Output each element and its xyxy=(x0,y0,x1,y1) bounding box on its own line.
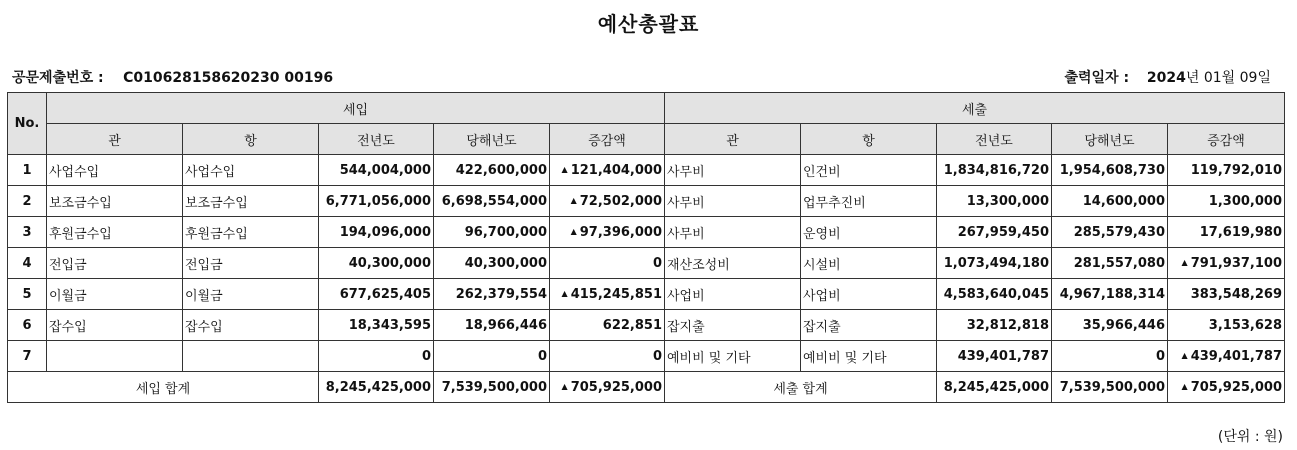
expense-prev-year: 13,300,000 xyxy=(937,186,1052,217)
expense-curr-year: 14,600,000 xyxy=(1052,186,1168,217)
income-gwan: 보조금수입 xyxy=(47,186,183,217)
income-prev-year: 0 xyxy=(319,341,434,372)
income-change: ▲ 97,396,000 xyxy=(550,217,665,248)
row-number: 4 xyxy=(8,248,47,279)
expense-gwan: 사무비 xyxy=(665,186,801,217)
decrease-marker-icon: ▲ xyxy=(1181,381,1188,391)
expense-change: 17,619,980 xyxy=(1168,217,1285,248)
print-date xyxy=(1064,67,1271,87)
print-date-label: 출력일자 : xyxy=(1064,70,1130,86)
income-prev-year: 677,625,405 xyxy=(319,279,434,310)
income-gwan: 전입금 xyxy=(47,248,183,279)
income-change: 0 xyxy=(550,341,665,372)
expense-curr-year: 4,967,188,314 xyxy=(1052,279,1168,310)
income-total-change: ▲ 705,925,000 xyxy=(550,372,665,403)
expense-hang: 운영비 xyxy=(801,217,937,248)
expense-hang: 사업비 xyxy=(801,279,937,310)
income-prev-year: 18,343,595 xyxy=(319,310,434,341)
expense-change: ▲ 439,401,787 xyxy=(1168,341,1285,372)
expense-gwan: 예비비 및 기타 xyxy=(665,341,801,372)
expense-gwan: 재산조성비 xyxy=(665,248,801,279)
document-number xyxy=(12,67,333,87)
table-row xyxy=(8,217,1285,248)
income-hang: 잡수입 xyxy=(183,310,319,341)
income-total-label: 세입 합계 xyxy=(8,372,319,403)
expense-prev-year: 4,583,640,045 xyxy=(937,279,1052,310)
income-change: 0 xyxy=(550,248,665,279)
expense-prev-year: 267,959,450 xyxy=(937,217,1052,248)
expense-hang: 예비비 및 기타 xyxy=(801,341,937,372)
income-hang: 보조금수입 xyxy=(183,186,319,217)
row-number: 6 xyxy=(8,310,47,341)
expense-total-curr: 7,539,500,000 xyxy=(1052,372,1168,403)
header-expense-change: 증감액 xyxy=(1168,124,1285,155)
income-hang: 사업수입 xyxy=(183,155,319,186)
table-row xyxy=(8,248,1285,279)
expense-gwan: 잡지출 xyxy=(665,310,801,341)
expense-prev-year: 1,073,494,180 xyxy=(937,248,1052,279)
row-number: 1 xyxy=(8,155,47,186)
income-curr-year: 422,600,000 xyxy=(434,155,550,186)
print-day: 09 xyxy=(1239,70,1258,86)
income-prev-year: 40,300,000 xyxy=(319,248,434,279)
expense-curr-year: 281,557,080 xyxy=(1052,248,1168,279)
expense-change: 383,548,269 xyxy=(1168,279,1285,310)
income-change: 622,851 xyxy=(550,310,665,341)
income-gwan: 이월금 xyxy=(47,279,183,310)
print-day-unit: 일 xyxy=(1257,70,1271,86)
income-curr-year: 40,300,000 xyxy=(434,248,550,279)
header-expense-prev-year: 전년도 xyxy=(937,124,1052,155)
expense-curr-year: 35,966,446 xyxy=(1052,310,1168,341)
income-hang: 전입금 xyxy=(183,248,319,279)
decrease-marker-icon: ▲ xyxy=(561,164,568,174)
expense-curr-year: 0 xyxy=(1052,341,1168,372)
header-expense-hang: 항 xyxy=(801,124,937,155)
income-change: ▲ 121,404,000 xyxy=(550,155,665,186)
income-change: ▲ 415,245,851 xyxy=(550,279,665,310)
table-row xyxy=(8,155,1285,186)
income-curr-year: 262,379,554 xyxy=(434,279,550,310)
income-gwan xyxy=(47,341,183,372)
income-total-prev: 8,245,425,000 xyxy=(319,372,434,403)
income-curr-year: 6,698,554,000 xyxy=(434,186,550,217)
row-number: 5 xyxy=(8,279,47,310)
header-income-curr-year: 당해년도 xyxy=(434,124,550,155)
decrease-marker-icon: ▲ xyxy=(570,195,577,205)
income-prev-year: 6,771,056,000 xyxy=(319,186,434,217)
header-expense-curr-year: 당해년도 xyxy=(1052,124,1168,155)
header-income-change: 증감액 xyxy=(550,124,665,155)
expense-total-change: ▲ 705,925,000 xyxy=(1168,372,1285,403)
print-year-unit: 년 xyxy=(1185,70,1200,86)
expense-hang: 인건비 xyxy=(801,155,937,186)
row-number: 7 xyxy=(8,341,47,372)
row-number: 2 xyxy=(8,186,47,217)
print-year: 2024 xyxy=(1146,70,1186,86)
table-row xyxy=(8,341,1285,372)
expense-change: 119,792,010 xyxy=(1168,155,1285,186)
income-prev-year: 544,004,000 xyxy=(319,155,434,186)
decrease-marker-icon: ▲ xyxy=(570,226,577,236)
income-gwan: 잡수입 xyxy=(47,310,183,341)
totals-row xyxy=(8,372,1285,403)
header-income: 세입 xyxy=(47,93,665,124)
header-income-prev-year: 전년도 xyxy=(319,124,434,155)
table-body xyxy=(8,155,1285,372)
income-change: ▲ 72,502,000 xyxy=(550,186,665,217)
table-row xyxy=(8,186,1285,217)
decrease-marker-icon: ▲ xyxy=(1181,257,1188,267)
income-hang: 이월금 xyxy=(183,279,319,310)
table-row xyxy=(8,310,1285,341)
print-month: 01 xyxy=(1203,70,1222,86)
expense-curr-year: 1,954,608,730 xyxy=(1052,155,1168,186)
header-expense: 세출 xyxy=(665,93,1285,124)
expense-gwan: 사업비 xyxy=(665,279,801,310)
table-row xyxy=(8,279,1285,310)
income-prev-year: 194,096,000 xyxy=(319,217,434,248)
income-hang: 후원금수입 xyxy=(183,217,319,248)
budget-summary-table xyxy=(7,92,1285,403)
income-curr-year: 96,700,000 xyxy=(434,217,550,248)
income-curr-year: 0 xyxy=(434,341,550,372)
decrease-marker-icon: ▲ xyxy=(561,288,568,298)
expense-hang: 시설비 xyxy=(801,248,937,279)
unit-note: (단위 : 원) xyxy=(1217,429,1283,445)
header-expense-gwan: 관 xyxy=(665,124,801,155)
decrease-marker-icon: ▲ xyxy=(1181,350,1188,360)
document-number-value: C010628158620230 00196 xyxy=(123,70,334,86)
expense-gwan: 사무비 xyxy=(665,155,801,186)
expense-total-prev: 8,245,425,000 xyxy=(937,372,1052,403)
row-number: 3 xyxy=(8,217,47,248)
income-curr-year: 18,966,446 xyxy=(434,310,550,341)
expense-prev-year: 1,834,816,720 xyxy=(937,155,1052,186)
decrease-marker-icon: ▲ xyxy=(561,381,568,391)
expense-change: ▲ 791,937,100 xyxy=(1168,248,1285,279)
header-income-gwan: 관 xyxy=(47,124,183,155)
income-gwan: 사업수입 xyxy=(47,155,183,186)
expense-change: 3,153,628 xyxy=(1168,310,1285,341)
document-number-label: 공문제출번호 : xyxy=(12,70,104,86)
expense-hang: 업무추진비 xyxy=(801,186,937,217)
expense-prev-year: 439,401,787 xyxy=(937,341,1052,372)
income-gwan: 후원금수입 xyxy=(47,217,183,248)
print-month-unit: 월 xyxy=(1221,70,1236,86)
header-no: No. xyxy=(8,93,47,155)
header-income-hang: 항 xyxy=(183,124,319,155)
income-total-curr: 7,539,500,000 xyxy=(434,372,550,403)
expense-curr-year: 285,579,430 xyxy=(1052,217,1168,248)
expense-change: 1,300,000 xyxy=(1168,186,1285,217)
expense-prev-year: 32,812,818 xyxy=(937,310,1052,341)
page-title: 예산총괄표 xyxy=(597,12,700,36)
expense-gwan: 사무비 xyxy=(665,217,801,248)
expense-total-label: 세출 합계 xyxy=(665,372,937,403)
income-hang xyxy=(183,341,319,372)
expense-hang: 잡지출 xyxy=(801,310,937,341)
